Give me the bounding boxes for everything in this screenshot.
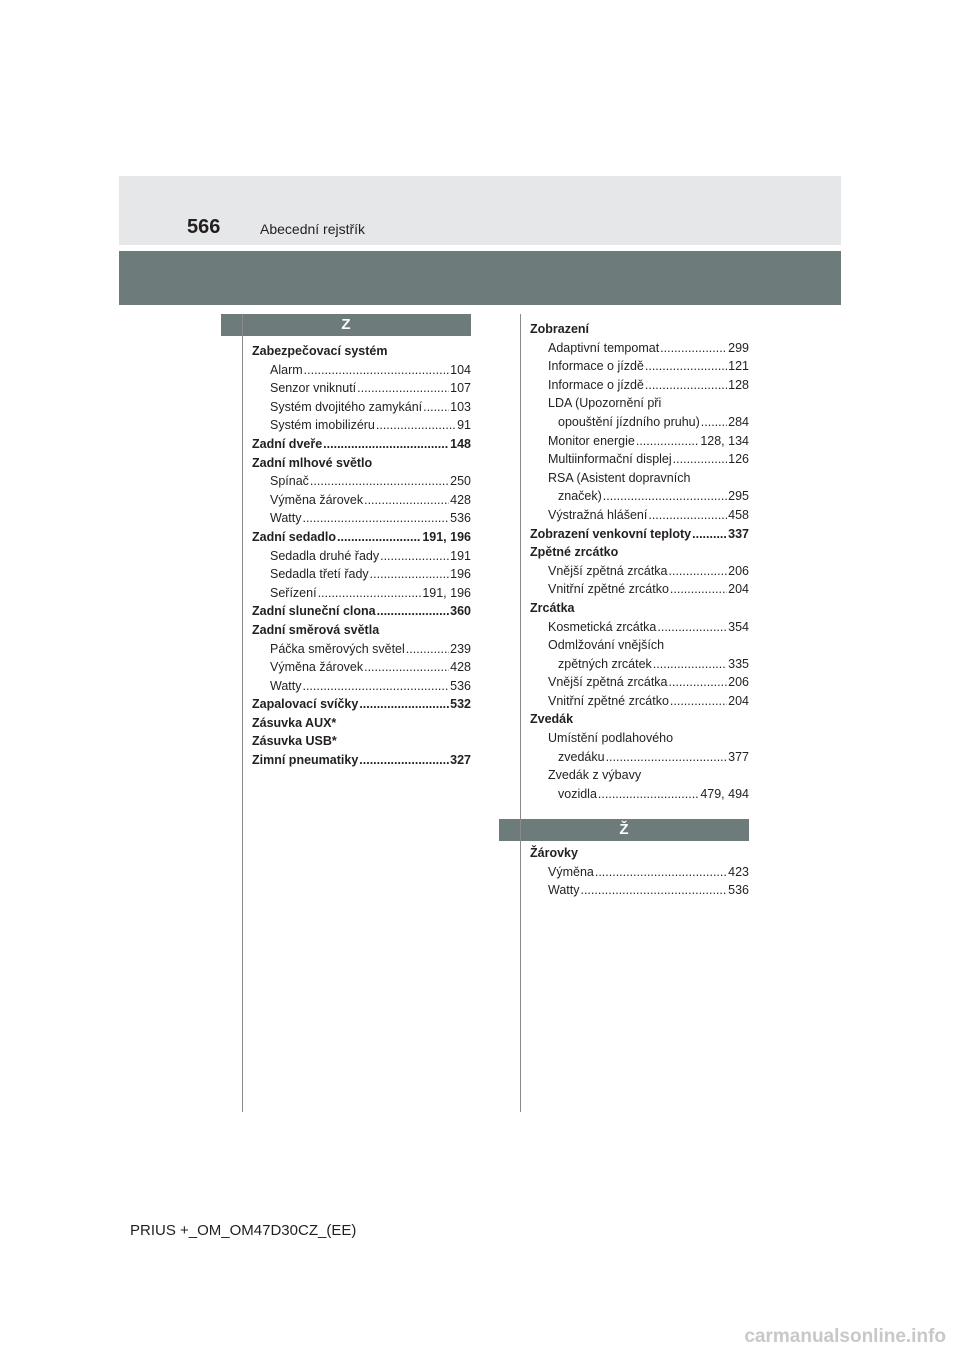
index-entry — [530, 432, 749, 451]
dot-leader — [323, 435, 449, 454]
entry-page: 121 — [728, 359, 749, 374]
entry-term: Zadní směrová světla — [252, 622, 380, 637]
dot-leader — [645, 357, 727, 376]
entry-term: Vnitřní zpětné zrcátko — [548, 693, 669, 708]
index-entry — [252, 416, 471, 435]
entry-page: 128, 134 — [700, 433, 749, 448]
index-entry — [252, 621, 471, 640]
entry-term: Odmlžování vnějších — [548, 638, 665, 653]
dot-leader — [580, 881, 727, 900]
entry-page: 377 — [728, 749, 749, 764]
dot-leader — [359, 695, 449, 714]
dot-leader — [406, 640, 449, 659]
entry-term: Zobrazení venkovní teploty — [530, 526, 692, 541]
entry-term: Zpětné zrcátko — [530, 545, 619, 560]
index-entry — [252, 714, 471, 733]
index-entry — [252, 658, 471, 677]
index-entry — [252, 547, 471, 566]
entry-term: Multiinformační displej — [548, 452, 672, 467]
index-entry — [252, 454, 471, 473]
dot-leader — [701, 413, 727, 432]
entry-page: 360 — [450, 604, 471, 619]
entry-page: 103 — [450, 399, 471, 414]
entry-term: Zabezpečovací systém — [252, 344, 388, 358]
entry-term: Zadní sedadlo — [252, 529, 337, 544]
entry-term: opouštění jízdního pruhu) — [558, 414, 700, 429]
entry-page: 295 — [728, 489, 749, 504]
header-band — [119, 176, 841, 245]
entry-page: 128 — [728, 377, 749, 392]
dot-leader — [670, 692, 727, 711]
entry-term: Sedadla třetí řady — [270, 567, 369, 582]
index-entry — [530, 506, 749, 525]
dot-leader — [302, 509, 449, 528]
index-entry — [252, 361, 471, 380]
entry-page: 104 — [450, 362, 471, 377]
entry-term: Páčka směrových světel — [270, 641, 405, 656]
dot-leader — [636, 432, 699, 451]
entry-term: Systém imobilizéru — [270, 418, 375, 433]
index-entry — [252, 435, 471, 454]
entry-term: Senzor vniknutí — [270, 381, 357, 396]
dot-leader — [603, 487, 727, 506]
index-entry — [530, 710, 749, 729]
entry-term: zvedáku — [558, 749, 605, 764]
dot-leader — [376, 416, 456, 435]
page-number: 566 — [187, 216, 221, 238]
dot-leader — [606, 748, 728, 767]
entry-term: Watty — [270, 511, 302, 526]
entry-page: 423 — [728, 864, 749, 879]
index-entry — [252, 732, 471, 751]
entry-page: 458 — [728, 507, 749, 522]
index-entry — [530, 844, 749, 863]
entry-term: Výměna žárovek — [270, 492, 364, 507]
entry-term: vozidla — [558, 786, 597, 801]
index-entry — [530, 655, 749, 674]
entry-term: Zadní sluneční clona — [252, 604, 376, 619]
index-column-right — [530, 320, 749, 803]
index-entry — [530, 487, 749, 506]
entry-term: Výstražná hlášení — [548, 507, 648, 522]
entry-term: značek) — [558, 489, 602, 504]
dot-leader — [669, 562, 728, 581]
dot-leader — [304, 361, 449, 380]
dot-leader — [645, 376, 727, 395]
entry-page: 191, 196 — [422, 585, 471, 600]
entry-term: Seřízení — [270, 585, 317, 600]
entry-page: 337 — [728, 526, 749, 541]
index-entry — [530, 394, 749, 413]
index-entry — [252, 509, 471, 528]
index-entry — [530, 748, 749, 767]
entry-term: Kosmetická zrcátka — [548, 619, 657, 634]
dot-leader — [423, 398, 449, 417]
entry-term: Zadní mlhové světlo — [252, 455, 373, 470]
dot-leader — [364, 491, 449, 510]
entry-page: 204 — [728, 582, 749, 597]
index-entry — [530, 525, 749, 544]
dot-leader — [670, 580, 727, 599]
entry-page: 148 — [450, 436, 471, 451]
entry-page: 196 — [450, 567, 471, 582]
letter-heading-z: Z — [221, 314, 471, 336]
index-entry — [530, 881, 749, 900]
entry-page: 428 — [450, 492, 471, 507]
index-entry — [252, 640, 471, 659]
index-column-right-zh — [530, 844, 749, 900]
index-entry — [530, 413, 749, 432]
entry-term: Vnitřní zpětné zrcátko — [548, 582, 669, 597]
dot-leader — [310, 472, 449, 491]
entry-term: Watty — [548, 883, 580, 898]
entry-page: 335 — [728, 656, 749, 671]
index-entry — [530, 339, 749, 358]
entry-term: Zadní dveře — [252, 436, 323, 451]
entry-page: 284 — [728, 414, 749, 429]
document-code: PRIUS +_OM_OM47D30CZ_(EE) — [130, 1222, 357, 1239]
index-entry — [530, 673, 749, 692]
index-entry — [252, 379, 471, 398]
index-entry — [252, 472, 471, 491]
entry-page: 536 — [450, 511, 471, 526]
index-entry — [252, 491, 471, 510]
index-entry — [252, 584, 471, 603]
dot-leader — [357, 379, 449, 398]
index-entry — [530, 618, 749, 637]
entry-term: Alarm — [270, 362, 303, 377]
entry-page: 536 — [450, 678, 471, 693]
index-entry — [252, 565, 471, 584]
entry-term: Výměna — [548, 864, 594, 879]
dot-leader — [364, 658, 449, 677]
entry-term: Adaptivní tempomat — [548, 340, 660, 355]
entry-page: 191 — [450, 548, 471, 563]
entry-term: Sedadla druhé řady — [270, 548, 380, 563]
entry-page: 206 — [728, 563, 749, 578]
index-entry — [530, 562, 749, 581]
entry-term: Zrcátka — [530, 600, 575, 615]
entry-term: Zásuvka AUX* — [252, 715, 337, 730]
index-entry — [252, 677, 471, 696]
entry-term: Vnější zpětná zrcátka — [548, 563, 668, 578]
dot-leader — [648, 506, 727, 525]
entry-page: 206 — [728, 675, 749, 690]
entry-page: 532 — [450, 697, 471, 712]
entry-page: 327 — [450, 753, 471, 768]
entry-page: 428 — [450, 660, 471, 675]
entry-page: 299 — [728, 340, 749, 355]
index-entry — [252, 342, 471, 361]
index-entry — [530, 543, 749, 562]
index-entry — [530, 729, 749, 748]
column-divider-left — [242, 314, 243, 1112]
letter-heading-zh: Ž — [499, 819, 749, 841]
index-entry — [530, 766, 749, 785]
index-entry — [530, 376, 749, 395]
entry-term: Zásuvka USB* — [252, 734, 337, 749]
entry-page: 239 — [450, 641, 471, 656]
entry-term: Zvedák z výbavy — [548, 768, 642, 783]
entry-term: Zapalovací svíčky — [252, 697, 359, 712]
section-title: Abecední rejstřík — [260, 221, 366, 237]
index-entry — [530, 785, 749, 804]
dot-leader — [673, 450, 727, 469]
entry-term: Systém dvojitého zamykání — [270, 399, 423, 414]
entry-term: Watty — [270, 678, 302, 693]
entry-term: Umístění podlahového — [548, 731, 674, 746]
index-entry — [530, 450, 749, 469]
index-entry — [530, 469, 749, 488]
dot-leader — [318, 584, 422, 603]
entry-term: Zimní pneumatiky — [252, 753, 359, 768]
dot-leader — [657, 618, 727, 637]
index-entry — [252, 695, 471, 714]
entry-page: 107 — [450, 381, 471, 396]
index-entry — [530, 692, 749, 711]
index-entry — [252, 751, 471, 770]
dot-leader — [692, 525, 727, 544]
entry-term: LDA (Upozornění při — [548, 396, 662, 411]
dot-leader — [380, 547, 449, 566]
dot-leader — [595, 863, 727, 882]
entry-term: Zvedák — [530, 712, 574, 727]
entry-term: Informace o jízdě — [548, 377, 644, 392]
entry-term: Monitor energie — [548, 433, 635, 448]
entry-term: Výměna žárovek — [270, 660, 364, 675]
index-entry — [252, 602, 471, 621]
entry-page: 191, 196 — [422, 529, 471, 544]
dot-leader — [669, 673, 728, 692]
entry-page: 479, 494 — [700, 786, 749, 801]
index-entry — [530, 863, 749, 882]
dot-leader — [302, 677, 449, 696]
index-entry — [252, 528, 471, 547]
index-entry — [530, 599, 749, 618]
entry-term: Vnější zpětná zrcátka — [548, 675, 668, 690]
index-entry — [530, 357, 749, 376]
dot-leader — [660, 339, 727, 358]
index-column-left — [252, 342, 471, 770]
dot-leader — [370, 565, 449, 584]
dot-leader — [359, 751, 449, 770]
column-divider-right — [520, 314, 521, 1112]
index-entry — [530, 636, 749, 655]
index-entry — [252, 398, 471, 417]
header-bar — [119, 251, 841, 305]
entry-term: zpětných zrcátek — [558, 656, 652, 671]
dot-leader — [653, 655, 727, 674]
entry-page: 250 — [450, 474, 471, 489]
index-entry — [530, 580, 749, 599]
entry-term: Zobrazení — [530, 322, 590, 336]
entry-term: Spínač — [270, 474, 309, 489]
watermark: carmanualsonline.info — [744, 1326, 946, 1347]
entry-term: Žárovky — [530, 846, 578, 860]
entry-page: 354 — [728, 619, 749, 634]
entry-page: 91 — [457, 418, 471, 433]
entry-term: Informace o jízdě — [548, 359, 644, 374]
entry-page: 536 — [728, 883, 749, 898]
dot-leader — [598, 785, 699, 804]
entry-page: 126 — [728, 452, 749, 467]
entry-page: 204 — [728, 693, 749, 708]
dot-leader — [377, 602, 450, 621]
entry-term: RSA (Asistent dopravních — [548, 470, 691, 485]
index-entry — [530, 320, 749, 339]
dot-leader — [337, 528, 421, 547]
